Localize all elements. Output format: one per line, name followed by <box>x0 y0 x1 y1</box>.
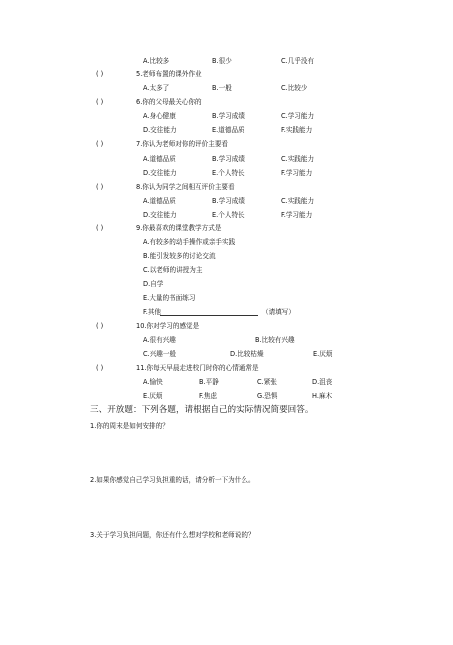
q9-answer-bracket[interactable]: ( ) <box>96 224 104 232</box>
q4-option-b: B.很少 <box>212 57 232 65</box>
q10-option-d: D.比较枯燥 <box>230 350 264 358</box>
q8-option-d: D.交往能力 <box>143 211 177 219</box>
q9-text: 9.你最喜欢的课堂教学方式是 <box>136 224 222 232</box>
q6-option-a: A.身心健康 <box>143 112 176 120</box>
q6-answer-bracket[interactable]: ( ) <box>96 98 104 106</box>
q6-option-c: C.学习能力 <box>281 112 315 120</box>
q8-option-e: E.个人特长 <box>212 211 245 219</box>
q9-option-f-label: F.其他 <box>143 308 162 316</box>
q7-option-e: E.个人特长 <box>212 169 245 177</box>
q11-option-e: E.厌烦 <box>143 392 163 400</box>
q5-option-a: A.太多了 <box>143 84 170 92</box>
q4-option-a: A.比较多 <box>143 57 170 65</box>
q5-option-b: B.一般 <box>212 84 232 92</box>
q5-option-c: C.比较少 <box>281 84 308 92</box>
q11-option-a: A.愉快 <box>143 378 163 386</box>
q10-option-e: E.厌烦 <box>313 350 333 358</box>
q11-answer-bracket[interactable]: ( ) <box>96 364 104 372</box>
open-question-3: 3.关于学习负担问题，你还有什么想对学校和老师说的？ <box>90 531 255 539</box>
q8-text: 8.你认为同学之间相互评价主要看 <box>136 183 235 191</box>
q9-other-hint: （请填写） <box>262 308 295 316</box>
q8-option-f: F.学习能力 <box>281 211 313 219</box>
q9-option-a: A.有较多的动手操作或亲手实践 <box>143 238 236 246</box>
q10-option-b: B.比较有兴趣 <box>255 336 295 344</box>
q7-text: 7.你认为老师对你的评价主要看 <box>136 140 229 148</box>
q7-answer-bracket[interactable]: ( ) <box>96 140 104 148</box>
q5-text: 5.老师布置的课外作业 <box>136 70 202 78</box>
q6-option-e: E.道德品质 <box>212 126 245 134</box>
q9-option-b: B.能引发较多的讨论交流 <box>143 252 216 260</box>
q11-option-b: B.平静 <box>199 378 219 386</box>
section3-title: 三、开放题：下列各题，请根据自己的实际情况简要回答。 <box>90 405 314 415</box>
q8-answer-bracket[interactable]: ( ) <box>96 183 104 191</box>
q9-option-c: C.以老师的讲授为主 <box>143 266 203 274</box>
q9-option-d: D.自学 <box>143 280 164 288</box>
q11-text: 11.你每天早晨走进校门时你的心情通常是 <box>136 364 259 372</box>
q9-other-fill-line[interactable] <box>160 315 258 316</box>
q10-text: 10.你对学习的感觉是 <box>136 322 200 330</box>
q11-option-f: F.焦虑 <box>199 392 218 400</box>
q7-option-b: B.学习成绩 <box>212 155 245 163</box>
q6-option-f: F.实践能力 <box>281 126 313 134</box>
q6-option-d: D.交往能力 <box>143 126 177 134</box>
q11-option-c: C.紧张 <box>257 378 277 386</box>
open-question-2: 2.如果你感觉自己学习负担重的话，请分析一下为什么。 <box>90 476 255 484</box>
q7-option-f: F.学习能力 <box>281 169 313 177</box>
q7-option-a: A.道德品质 <box>143 155 176 163</box>
open-question-1: 1.你的周末是如何安排的？ <box>90 422 169 430</box>
q4-option-c: C.几乎没有 <box>281 57 315 65</box>
q7-option-c: C.实践能力 <box>281 155 315 163</box>
q11-option-g: G.恐惧 <box>257 392 278 400</box>
q11-option-h: H.麻木 <box>312 392 333 400</box>
q7-option-d: D.交往能力 <box>143 169 177 177</box>
q11-option-d: D.沮丧 <box>312 378 333 386</box>
q6-text: 6.你的父母最关心你的 <box>136 98 202 106</box>
q8-option-a: A.道德品质 <box>143 197 176 205</box>
q6-option-b: B.学习成绩 <box>212 112 245 120</box>
q9-option-e: E.大量的书面练习 <box>143 294 196 302</box>
q10-option-c: C.兴趣一般 <box>143 350 177 358</box>
q10-option-a: A.很有兴趣 <box>143 336 176 344</box>
q8-option-b: B.学习成绩 <box>212 197 245 205</box>
q10-answer-bracket[interactable]: ( ) <box>96 322 104 330</box>
q8-option-c: C.实践能力 <box>281 197 315 205</box>
q5-answer-bracket[interactable]: ( ) <box>96 70 104 78</box>
